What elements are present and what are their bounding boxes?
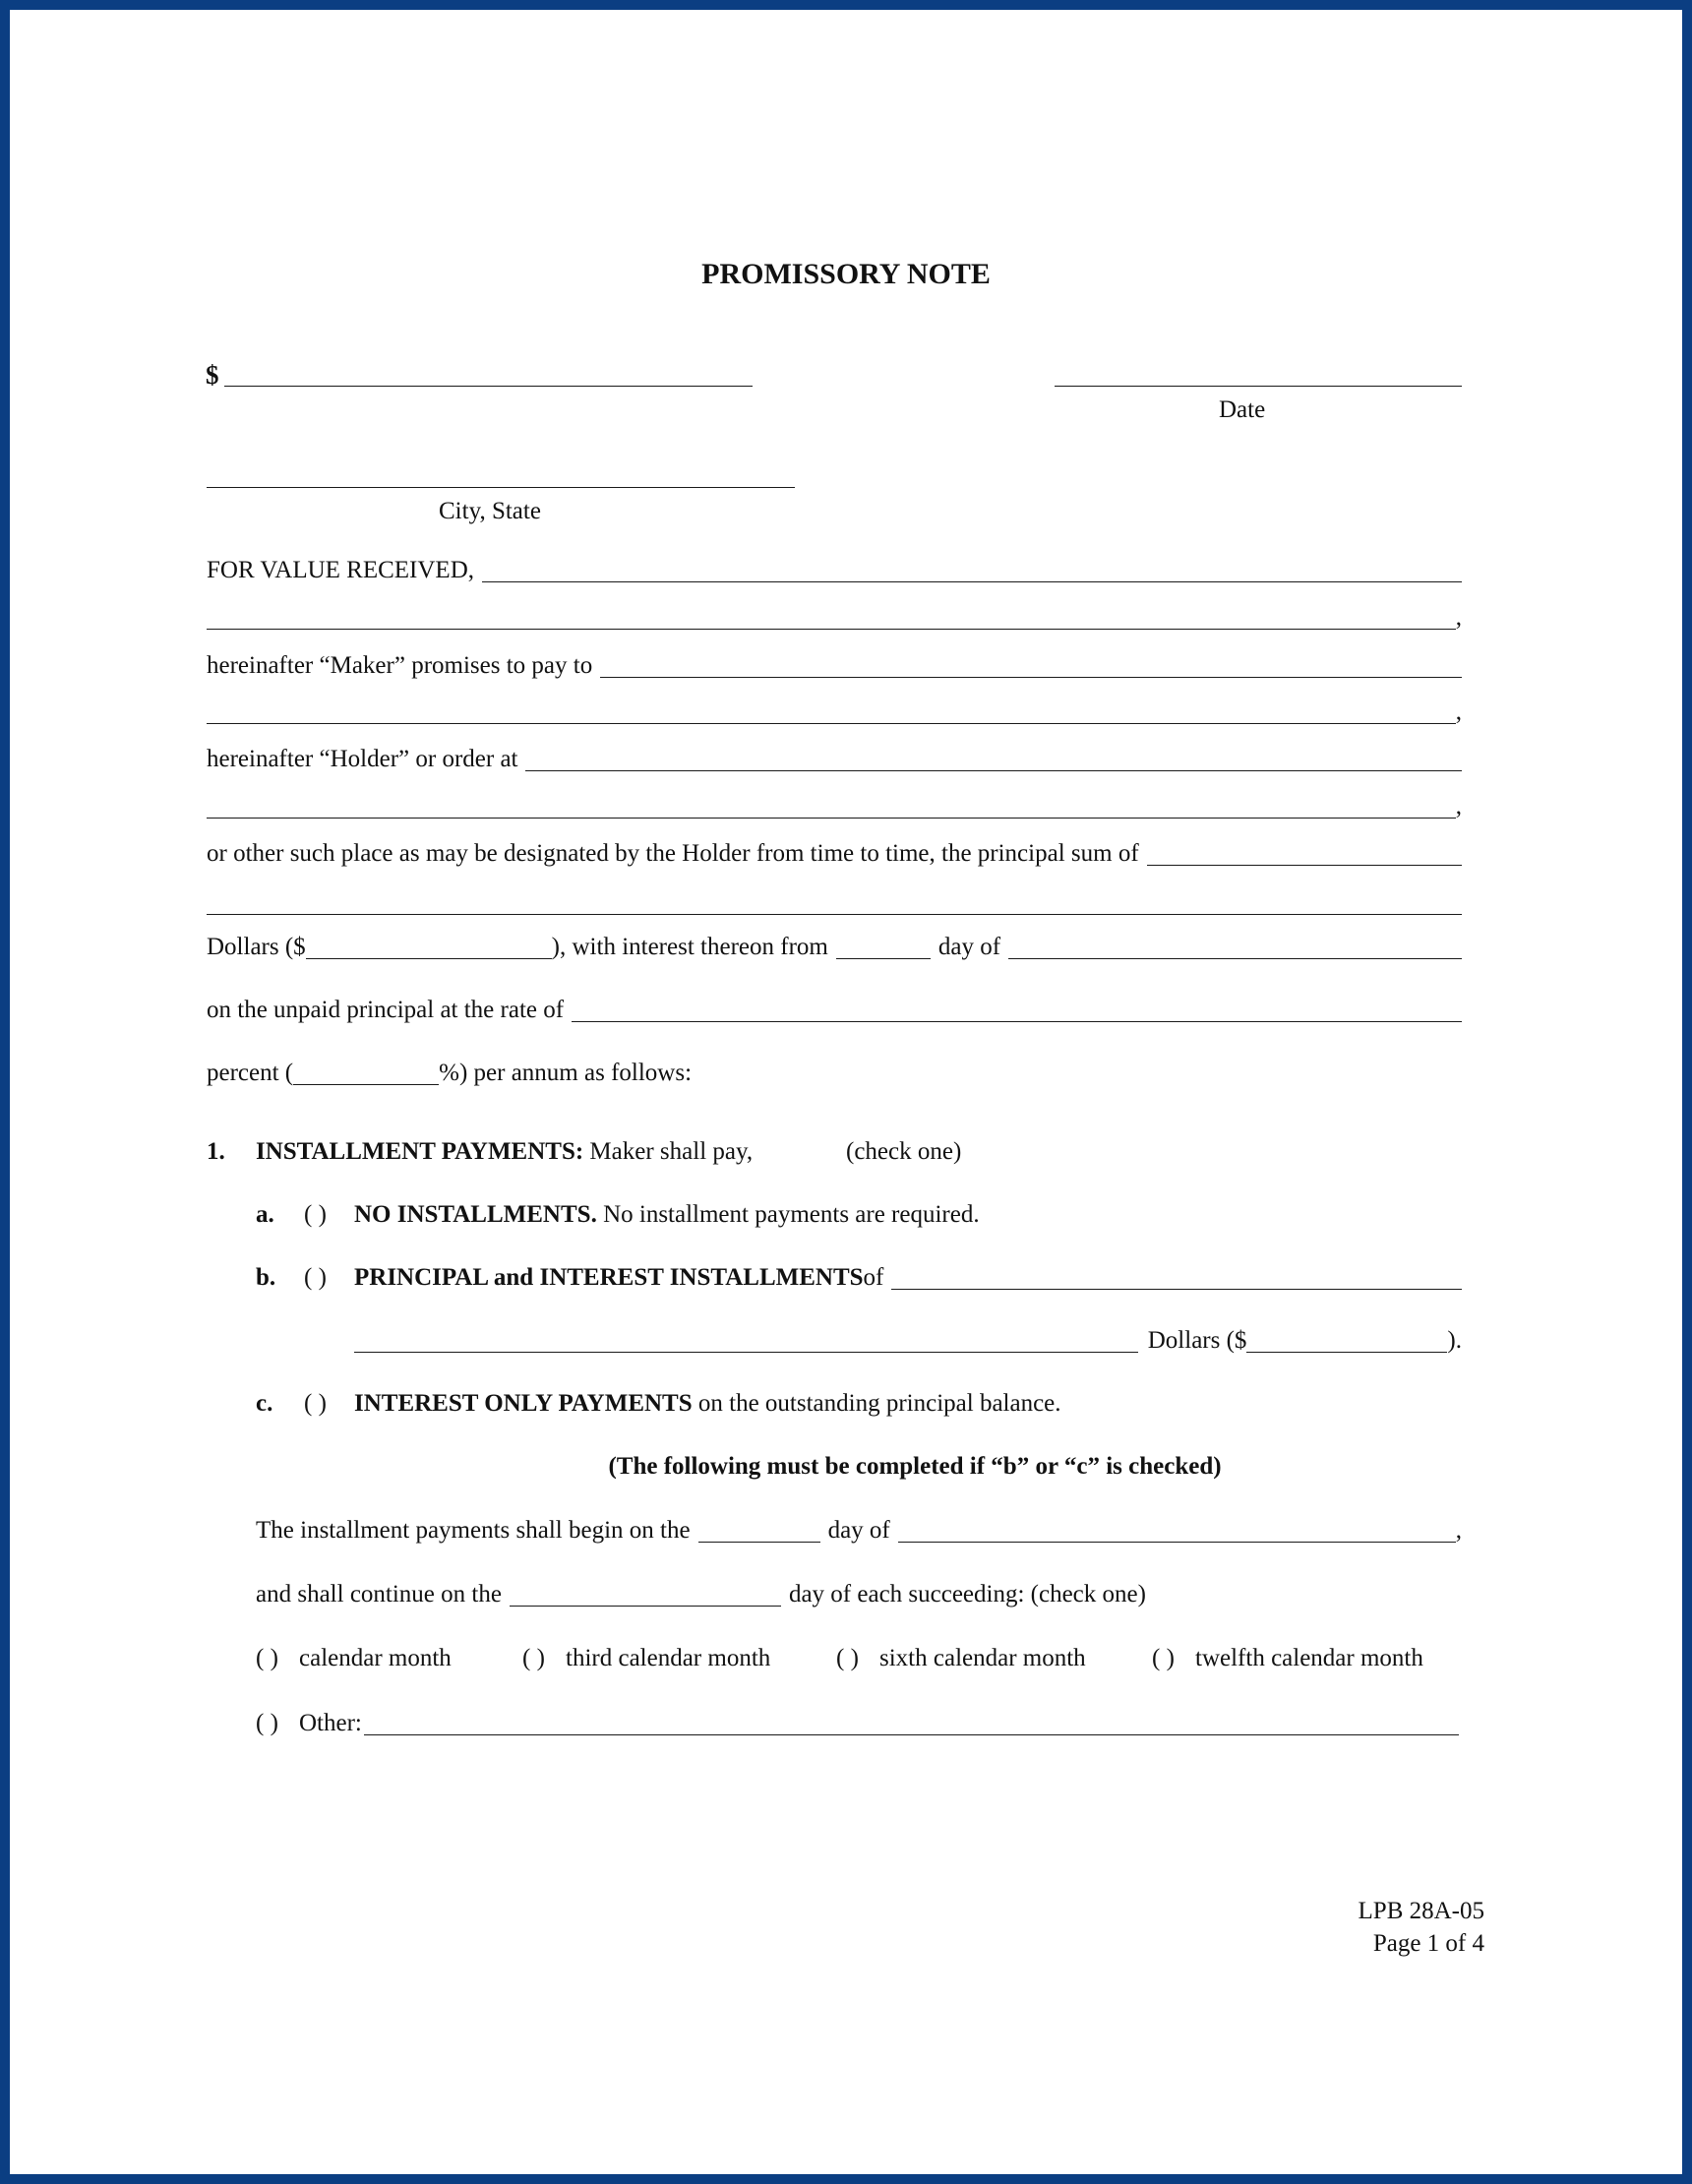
- option-sixth-calendar-month[interactable]: [836, 1646, 1086, 1670]
- holder-row: [207, 747, 1462, 771]
- maker-name-row-2: [207, 605, 1462, 630]
- rate-row: [207, 998, 1462, 1022]
- option-c-bold: INTEREST ONLY PAYMENTS: [354, 1390, 693, 1417]
- dollars-open-text: Dollars ($: [207, 934, 306, 960]
- option-a-bold: NO INSTALLMENTS.: [354, 1201, 597, 1228]
- option-c-letter: c.: [256, 1390, 273, 1417]
- percent-close-text: %) per annum as follows:: [439, 1060, 693, 1086]
- begin-day-field[interactable]: [698, 1518, 820, 1543]
- holder-text: hereinafter “Holder” or order at: [207, 746, 518, 772]
- check-one-text: (check one): [846, 1138, 962, 1165]
- continue-rest-text: day of each succeeding: (check one): [788, 1581, 1146, 1608]
- for-value-row: [207, 558, 1462, 582]
- principal-words-field[interactable]: [1147, 841, 1462, 866]
- maker-text: hereinafter “Maker” promises to pay to: [207, 652, 593, 679]
- other-field[interactable]: [364, 1711, 1459, 1735]
- percent-field[interactable]: [293, 1061, 439, 1085]
- checkbox-third-calendar-month[interactable]: ( ): [522, 1645, 545, 1671]
- page-title: PROMISSORY NOTE: [701, 258, 991, 290]
- checkbox-twelfth-calendar-month[interactable]: ( ): [1152, 1645, 1175, 1671]
- option-a-checkbox[interactable]: ( ): [304, 1201, 327, 1228]
- other-row: [256, 1711, 1459, 1735]
- rate-text: on the unpaid principal at the rate of: [207, 997, 565, 1023]
- checkbox-other[interactable]: ( ): [256, 1710, 278, 1736]
- interest-start-month-field[interactable]: [1008, 935, 1462, 959]
- option-c-rest: on the outstanding principal balance.: [692, 1390, 1061, 1417]
- amount-field[interactable]: [224, 386, 753, 387]
- installment-words-field-2[interactable]: [354, 1328, 1138, 1353]
- holder-name-field[interactable]: [600, 653, 1462, 678]
- option-a-letter: a.: [256, 1201, 274, 1228]
- date-label: Date: [1219, 396, 1266, 423]
- interest-from-text: ), with interest thereon from: [551, 934, 828, 960]
- address-field[interactable]: [525, 747, 1462, 771]
- option-twelfth-calendar-month[interactable]: [1152, 1646, 1423, 1670]
- label-sixth-calendar-month: sixth calendar month: [879, 1645, 1086, 1671]
- city-state-field[interactable]: [207, 487, 795, 488]
- principal-amount-field[interactable]: [306, 935, 552, 959]
- maker-name-field[interactable]: [482, 558, 1462, 582]
- option-b-rest: of: [863, 1264, 884, 1291]
- option-a-text: [354, 1202, 980, 1227]
- rate-words-field[interactable]: [572, 998, 1462, 1022]
- for-value-text: FOR VALUE RECEIVED,: [207, 557, 475, 583]
- maker-name-field-2[interactable]: [207, 605, 1456, 630]
- holder-name-field-2[interactable]: [207, 699, 1456, 724]
- continue-text: and shall continue on the: [256, 1581, 502, 1608]
- option-b-dollars-row: [354, 1328, 1462, 1353]
- principal-text: or other such place as may be designated by the Holder from time to time, the principal sum of: [207, 840, 1139, 867]
- address-row-2: [207, 794, 1462, 819]
- option-b-dollars-text: Dollars ($: [1147, 1327, 1247, 1354]
- continue-row: [256, 1582, 1462, 1607]
- option-a-rest: No installment payments are required.: [596, 1201, 980, 1228]
- footer: [1359, 1895, 1484, 1960]
- percent-open-text: percent (: [207, 1060, 294, 1086]
- comma: ,: [1455, 604, 1462, 631]
- dollar-sign: $: [206, 360, 219, 390]
- section-number: 1.: [207, 1138, 225, 1165]
- city-state-label: City, State: [439, 498, 541, 524]
- begin-text: The installment payments shall begin on the: [256, 1517, 691, 1544]
- section-heading-rest: Maker shall pay,: [583, 1138, 754, 1165]
- maker-row: [207, 653, 1462, 678]
- label-third-calendar-month: third calendar month: [566, 1645, 771, 1671]
- completion-note: (The following must be completed if “b” or “c” is checked): [608, 1453, 1222, 1480]
- page-number: Page 1 of 4: [1372, 1930, 1484, 1957]
- checkbox-calendar-month[interactable]: ( ): [256, 1645, 278, 1671]
- checkbox-sixth-calendar-month[interactable]: ( ): [836, 1645, 859, 1671]
- other-label: Other:: [299, 1710, 362, 1736]
- installment-amount-field[interactable]: [1246, 1328, 1447, 1353]
- section-heading-bold: INSTALLMENT PAYMENTS:: [256, 1138, 584, 1165]
- date-field[interactable]: [1055, 386, 1462, 387]
- interest-start-day-field[interactable]: [836, 935, 931, 959]
- option-b-letter: b.: [256, 1264, 276, 1291]
- label-calendar-month: calendar month: [299, 1645, 452, 1671]
- option-c-checkbox[interactable]: ( ): [304, 1390, 327, 1417]
- section-heading: [256, 1139, 753, 1164]
- begin-day-of-text: day of: [827, 1517, 890, 1544]
- option-b-row: [354, 1265, 1462, 1290]
- option-b-checkbox[interactable]: ( ): [304, 1264, 327, 1291]
- dollars-interest-row: [207, 935, 1462, 959]
- begin-month-field[interactable]: [898, 1518, 1456, 1543]
- principal-row: [207, 841, 1462, 866]
- holder-name-row-2: [207, 699, 1462, 724]
- percent-row: [207, 1061, 1462, 1085]
- option-b-bold: PRINCIPAL and INTEREST INSTALLMENTS: [354, 1264, 864, 1291]
- comma: ,: [1455, 1517, 1462, 1544]
- comma: ,: [1455, 793, 1462, 819]
- address-field-2[interactable]: [207, 794, 1456, 819]
- comma: ,: [1455, 698, 1462, 725]
- form-id: LPB 28A-05: [1358, 1898, 1484, 1924]
- installment-words-field[interactable]: [891, 1265, 1462, 1290]
- day-of-text: day of: [937, 934, 1001, 960]
- begin-row: [256, 1518, 1462, 1543]
- option-b-close: ).: [1447, 1327, 1462, 1354]
- label-twelfth-calendar-month: twelfth calendar month: [1195, 1645, 1423, 1671]
- principal-words-field-2[interactable]: [207, 914, 1462, 915]
- continue-day-field[interactable]: [510, 1582, 781, 1607]
- option-calendar-month[interactable]: [256, 1646, 452, 1670]
- option-c-text: [354, 1391, 1061, 1416]
- option-third-calendar-month[interactable]: [522, 1646, 770, 1670]
